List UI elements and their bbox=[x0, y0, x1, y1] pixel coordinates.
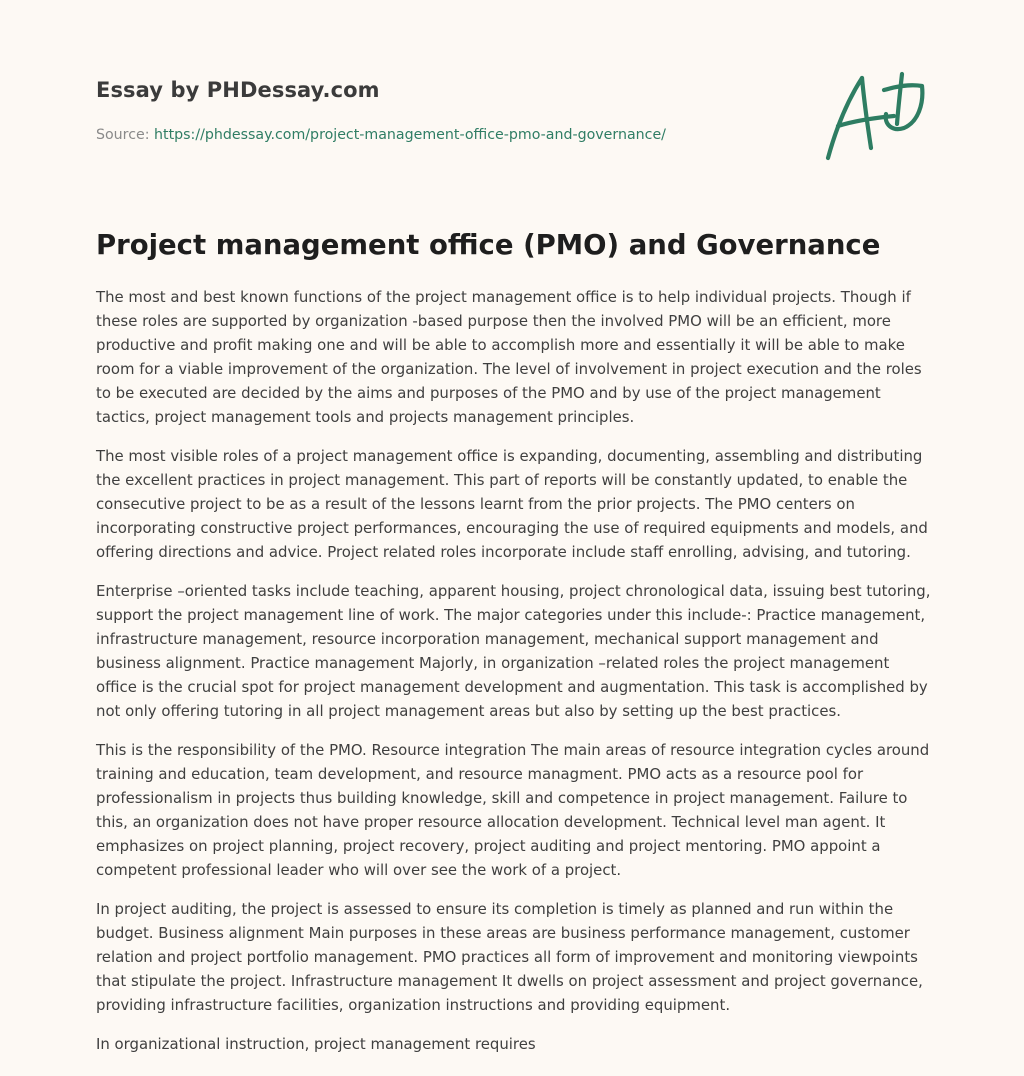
site-brand: Essay by PHDessay.com bbox=[96, 78, 380, 102]
source-link[interactable]: https://phdessay.com/project-management-office-pmo-and-governance/ bbox=[154, 127, 666, 143]
essay-paragraph: The most and best known functions of the project management office is to help individual projects. Though if these roles are supported by organization -based purpose then the involved PMO will be an efficient, more productive and profit making one and will be able to accomplish more and essentially it will be able to make room for a viable improvement of the organization. The level of involvement in project execution and the roles to be executed are decided by the aims and purposes of the PMO and by use of the project management tactics, project management tools and projects management principles. bbox=[96, 288, 922, 426]
essay-paragraph: In organizational instruction, project management requires bbox=[96, 1035, 536, 1053]
essay-paragraph: Enterprise –oriented tasks include teaching, apparent housing, project chronological data, issuing best tutoring, support the project management line of work. The major categories under this include-: Practice management, infrastructure management, resource incorporation management, mechanical support management and business alignment. Practice management Majorly, in organization –related roles the project management office is the crucial spot for project management development and augmentation. This task is accomplished by not only offering tutoring in all project management areas but also by setting up the best practices. bbox=[96, 582, 931, 720]
essay-title: Project management office (PMO) and Governance bbox=[96, 229, 881, 261]
essay-paragraph: The most visible roles of a project management office is expanding, documenting, assembling and distributing the excellent practices in project management. This part of reports will be constantly updated, to enable the consecutive project to be as a result of the lessons learnt from the prior projects. The PMO centers on incorporating constructive project performances, encouraging the use of required equipments and models, and offering directions and advice. Project related roles incorporate include staff enrolling, advising, and tutoring. bbox=[96, 447, 928, 561]
source-line bbox=[96, 125, 796, 145]
source-label: Source: bbox=[96, 127, 155, 143]
essay-body bbox=[96, 285, 932, 1071]
essay-paragraph: In project auditing, the project is assessed to ensure its completion is timely as planned and run within the budget. Business alignment Main purposes in these areas are business performance management, customer relation and project portfolio management. PMO practices all form of improvement and monitoring viewpoints that stipulate the project. Infrastructure management It dwells on project assessment and project governance, providing infrastructure facilities, organization instructions and providing equipment. bbox=[96, 900, 923, 1014]
a-plus-grade-icon bbox=[818, 66, 930, 166]
essay-paragraph: This is the responsibility of the PMO. Resource integration The main areas of resource integration cycles around training and education, team development, and resource managment. PMO acts as a resource pool for professionalism in projects thus building knowledge, skill and competence in project management. Failure to this, an organization does not have proper resource allocation development. Technical level man agent. It emphasizes on project planning, project recovery, project auditing and project mentoring. PMO appoint a competent professional leader who will over see the work of a project. bbox=[96, 741, 930, 879]
page-header bbox=[96, 76, 796, 145]
